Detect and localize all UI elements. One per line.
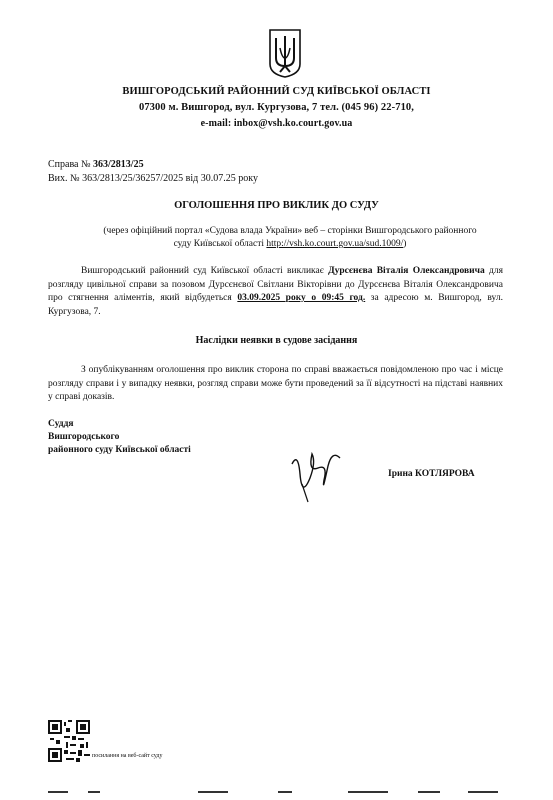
coat-of-arms-icon xyxy=(268,28,302,78)
summons-text-a: Вишгородський районний суд Київської області викликає xyxy=(81,266,329,276)
court-address: 07300 м. Вишгород, вул. Кургузова, 7 тел. (045 96) 22-710, xyxy=(138,102,415,113)
judge-name: Ірина КОТЛЯРОВА xyxy=(388,469,475,479)
publication-note xyxy=(80,225,500,251)
publication-note-line2: суду Київської області xyxy=(173,239,267,249)
court-email: e-mail: inbox@vsh.ko.court.gov.ua xyxy=(200,118,353,129)
consequences-heading: Наслідки неявки в судове засідання xyxy=(195,335,358,346)
outgoing-number: Вих. № 363/2813/25/36257/2025 від 30.07.25 року xyxy=(48,173,258,184)
consequences-paragraph: З опублікуванням оголошення про виклик сторона по справі вважається повідомленою про час і місце розгляду справи і у випадку неявки, розгляд справи може бути проведений за її відсутності на підставі наявних у справі доказів. xyxy=(48,365,503,402)
notice-title: ОГОЛОШЕННЯ ПРО ВИКЛИК ДО СУДУ xyxy=(174,200,379,211)
hearing-datetime: 03.09.2025 року о 09:45 год. xyxy=(237,293,366,303)
handwritten-signature xyxy=(288,444,346,506)
qr-caption: посилання на веб-сайт суду xyxy=(92,753,163,759)
scan-edge-marks xyxy=(48,790,508,794)
summons-text-b: для розгляду цивільної справи за позовом Дурсєнєвої Світлани Вікторівни до Дурсєнєва Віталія Олександровича про стягнення аліментів, який відбудеться xyxy=(48,266,503,303)
court-website-link[interactable]: http://vsh.ko.court.gov.ua/sud.1009/ xyxy=(266,239,404,249)
judge-role-1: Суддя xyxy=(48,419,74,429)
summons-paragraph xyxy=(48,265,503,319)
judge-role-2: Вишгородського xyxy=(48,432,120,442)
case-number xyxy=(48,159,144,170)
summoned-person: Дурсєнєва Віталія Олександровича xyxy=(328,266,485,276)
court-name: ВИШГОРОДСЬКИЙ РАЙОННИЙ СУД КИЇВСЬКОЇ ОБЛАСТІ xyxy=(122,86,431,97)
publication-note-close: ) xyxy=(403,239,407,249)
judge-role-3: районного суду Київської області xyxy=(48,445,191,455)
publication-note-line1: (через офіційний портал «Судова влада України» веб – сторінки Вишгородського районного xyxy=(103,226,477,236)
case-number-label: Справа № xyxy=(48,159,91,170)
summons-text-c: за адресою м. Вишгород, вул. Кургузова, 7. xyxy=(48,293,503,317)
qr-code-icon[interactable] xyxy=(48,720,90,762)
judge-position xyxy=(48,418,191,457)
case-number-value: 363/2813/25 xyxy=(93,159,144,170)
